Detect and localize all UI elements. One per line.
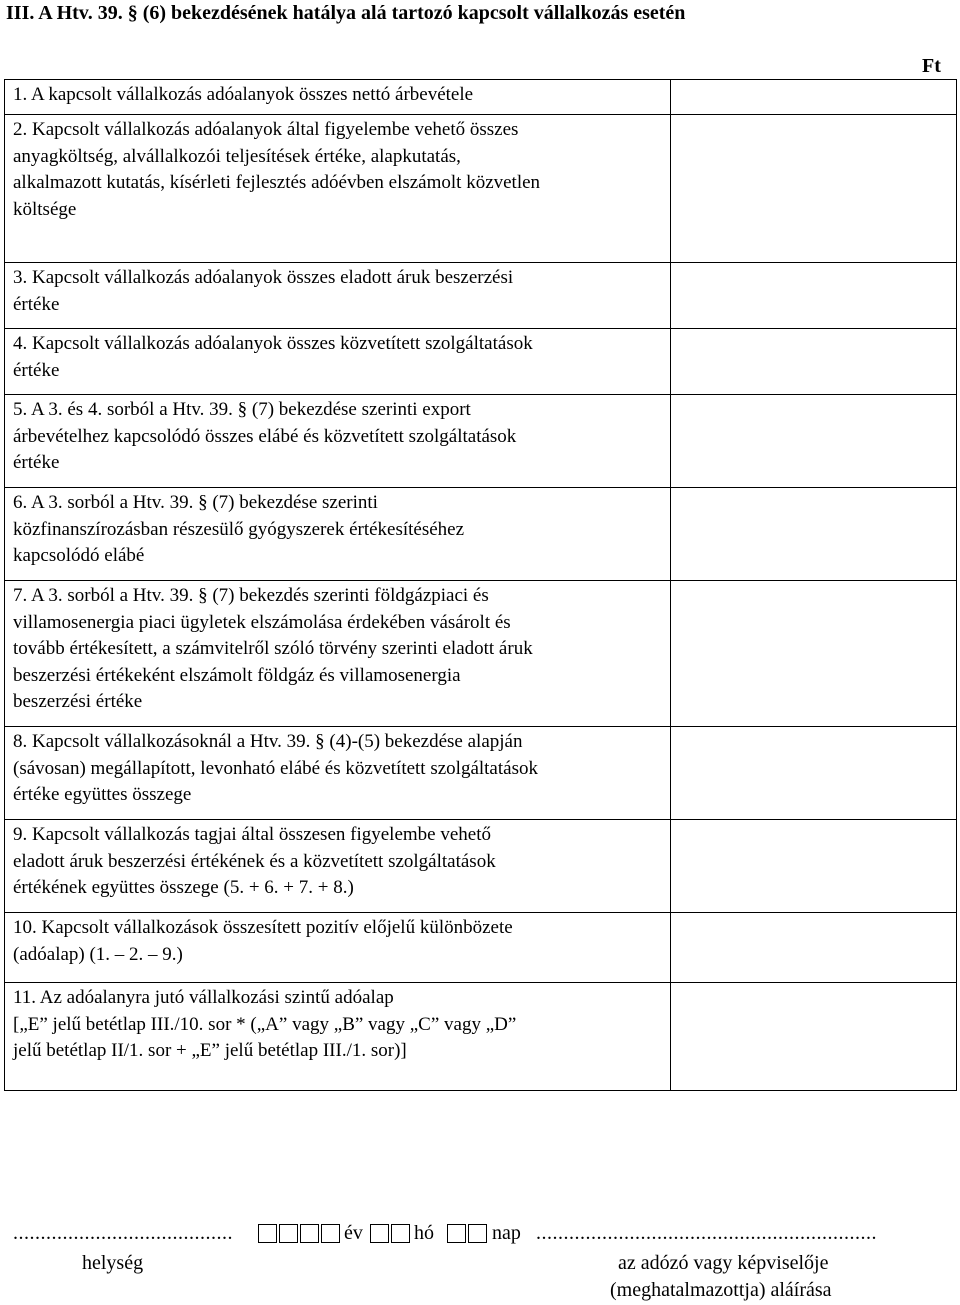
row-label-line: értékének együttes összege (5. + 6. + 7. + 8.) [13,877,354,898]
row-label-line: értéke [13,293,60,315]
day-digit-box[interactable] [468,1224,487,1243]
row-label-line: 1. A kapcsolt vállalkozás adóalanyok összes nettó árbevétele [13,84,474,105]
amount-field[interactable] [671,395,957,488]
place-label: helység [82,1252,144,1274]
row-label [5,983,671,1091]
amount-field[interactable] [671,80,957,115]
row-label [5,329,671,395]
row-label [5,727,671,820]
year-digit-box[interactable] [279,1224,298,1243]
month-label: hó [414,1222,434,1244]
row-label-line: 8. Kapcsolt vállalkozásoknál a Htv. 39. § (4)-(5) bekezdése alapján [13,731,523,752]
row-label-line: [„E” jelű betétlap III./10. sor * („A” vagy „B” vagy „C” vagy „D” [13,1013,517,1035]
signature-field[interactable]: .............................................................. [536,1222,877,1244]
day-digit-box[interactable] [447,1224,466,1243]
row-label [5,581,671,727]
form-row [5,581,957,727]
signature-label-line2: (meghatalmazottja) aláírása [610,1279,832,1301]
row-label-line: 4. Kapcsolt vállalkozás adóalanyok összes közvetített szolgáltatások [13,333,533,354]
row-label-line: 11. Az adóalanyra jutó vállalkozási szintű adóalap [13,987,394,1008]
row-label-line: kapcsolódó elábé [13,545,145,566]
row-label-line: értéke [13,359,60,381]
row-label [5,488,671,581]
row-label-line: 7. A 3. sorból a Htv. 39. § (7) bekezdés szerinti földgázpiaci és [13,585,489,606]
row-label-line: anyagköltség, alvállalkozói teljesítések értéke, alapkutatás, [13,145,461,167]
year-digit-box[interactable] [321,1224,340,1243]
month-digit-box[interactable] [391,1224,410,1243]
signature-block [0,1210,960,1305]
signature-label-line1: az adózó vagy képviselője [618,1252,829,1274]
row-label [5,913,671,983]
row-label-line: 3. Kapcsolt vállalkozás adóalanyok összes eladott áruk beszerzési [13,267,514,288]
year-digit-box[interactable] [300,1224,319,1243]
row-label-line: 5. A 3. és 4. sorból a Htv. 39. § (7) bekezdése szerinti export [13,399,471,420]
form-table [4,79,957,1091]
row-label-line: tovább értékesített, a számvitelről szóló törvény szerinti eladott áruk [13,638,533,659]
amount-field[interactable] [671,727,957,820]
row-label-line: eladott áruk beszerzési értékének és a közvetített szolgáltatások [13,850,496,872]
row-label-line: villamosenergia piaci ügyletek elszámolása érdekében vásárolt és [13,611,511,633]
amount-field[interactable] [671,488,957,581]
form-row [5,395,957,488]
amount-field[interactable] [671,263,957,329]
form-row [5,820,957,913]
amount-field[interactable] [671,913,957,983]
row-label-line: (adóalap) (1. – 2. – 9.) [13,943,183,965]
year-label: év [344,1222,363,1244]
form-row [5,115,957,263]
row-label-line: árbevételhez kapcsolódó összes elábé és közvetített szolgáltatások [13,425,517,447]
row-label-line: 10. Kapcsolt vállalkozások összesített pozitív előjelű különbözete [13,917,513,938]
row-label-line: értéke együttes összege [13,784,192,805]
row-label-line: közfinanszírozásban részesülő gyógyszerek értékesítéséhez [13,518,465,540]
form-row [5,263,957,329]
row-label-line: alkalmazott kutatás, kísérleti fejlesztés adóévben elszámolt közvetlen [13,172,541,193]
amount-field[interactable] [671,329,957,395]
form-rows [5,80,957,1091]
year-digit-box[interactable] [258,1224,277,1243]
section-title: III. A Htv. 39. § (6) bekezdésének hatálya alá tartozó kapcsolt vállalkozás esetén [6,2,686,24]
row-label [5,820,671,913]
row-label [5,80,671,115]
row-label-line: 6. A 3. sorból a Htv. 39. § (7) bekezdése szerinti [13,492,378,513]
amount-field[interactable] [671,820,957,913]
row-label-line: beszerzési értékeként elszámolt földgáz és villamosenergia [13,664,461,686]
form-row [5,983,957,1091]
amount-field[interactable] [671,115,957,263]
day-label: nap [492,1222,521,1244]
row-label [5,395,671,488]
row-label-line: értéke [13,452,60,473]
month-digit-box[interactable] [370,1224,389,1243]
row-label [5,115,671,263]
row-label-line: 2. Kapcsolt vállalkozás adóalanyok által figyelembe vehető összes [13,119,519,140]
amount-field[interactable] [671,983,957,1091]
form-row [5,329,957,395]
form-row [5,727,957,820]
row-label-line: jelű betétlap II/1. sor + „E” jelű betétlap III./1. sor)] [13,1040,407,1061]
row-label [5,263,671,329]
row-label-line: (sávosan) megállapított, levonható elábé és közvetített szolgáltatások [13,757,538,779]
row-label-line: beszerzési értéke [13,691,143,712]
form-row [5,80,957,115]
form-row [5,913,957,983]
currency-unit: Ft [922,55,941,77]
place-field[interactable]: ........................................ [13,1222,233,1244]
amount-field[interactable] [671,581,957,727]
row-label-line: költsége [13,198,77,220]
row-label-line: 9. Kapcsolt vállalkozás tagjai által összesen figyelembe vehető [13,824,491,845]
form-row [5,488,957,581]
